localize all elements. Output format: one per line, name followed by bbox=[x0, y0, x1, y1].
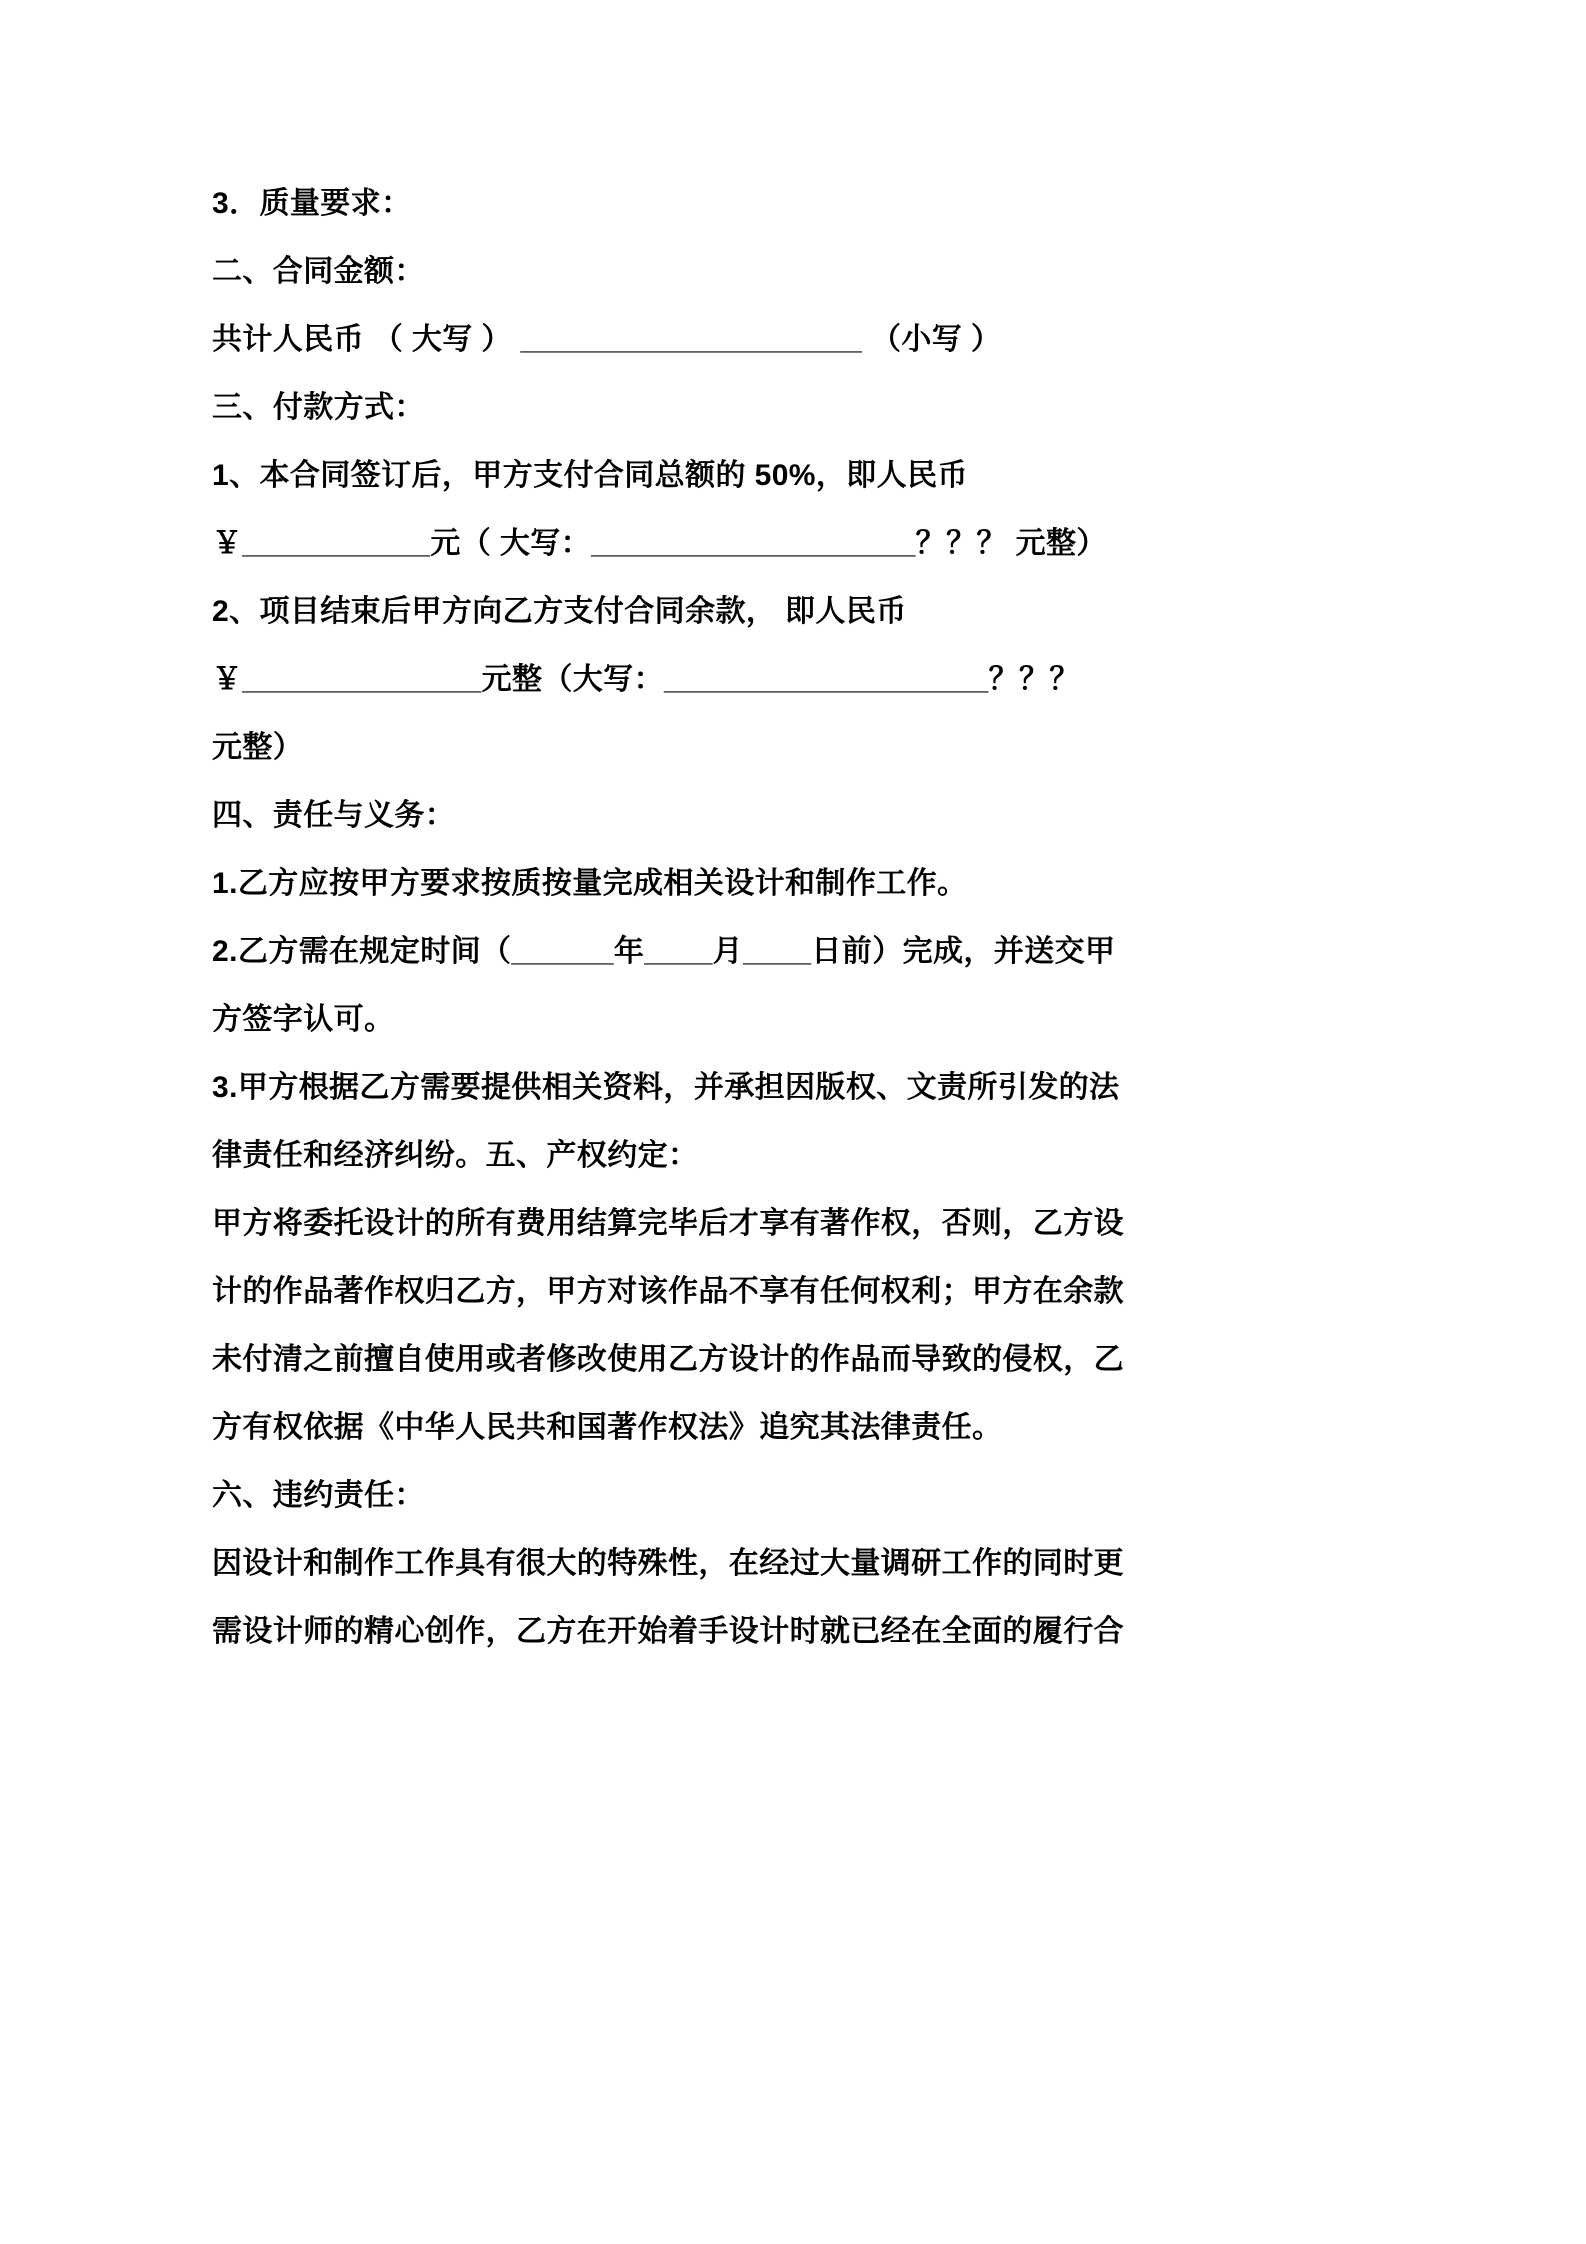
paragraph-payment-1: 1、本合同签订后，甲方支付合同总额的 50%，即人民币 bbox=[212, 459, 968, 492]
paragraph-duty-1: 1.乙方应按甲方要求按质按量完成相关设计和制作工作。 bbox=[212, 867, 968, 900]
paragraph-breach-2: 需设计师的精心创作，乙方在开始着手设计时就已经在全面的履行合 bbox=[212, 1615, 1124, 1648]
paragraph-ip-2: 计的作品著作权归乙方，甲方对该作品不享有任何权利；甲方在余款 bbox=[212, 1275, 1124, 1308]
paragraph-section2-amount: 二、合同金额： bbox=[212, 255, 425, 288]
paragraph-duty-3: 3.甲方根据乙方需要提供相关资料，并承担因版权、文责所引发的法 bbox=[212, 1071, 1120, 1104]
paragraph-payment-1-amount: ￥___________元（ 大写：___________________？？？ 元整） bbox=[212, 527, 1107, 560]
paragraph-ip-3: 未付清之前擅自使用或者修改使用乙方设计的作品而导致的侵权，乙 bbox=[212, 1343, 1124, 1376]
paragraph-duty-2: 2.乙方需在规定时间（______年____月____日前）完成，并送交甲 bbox=[212, 935, 1116, 968]
paragraph-section4-duty: 四、责任与义务： bbox=[212, 799, 456, 832]
paragraph-amount-fill: 共计人民币 （ 大写 ） ____________________ （小写 ） bbox=[212, 323, 1002, 356]
paragraph-payment-2: 2、项目结束后甲方向乙方支付合同余款， 即人民币 bbox=[212, 595, 907, 628]
paragraph-section6-breach: 六、违约责任： bbox=[212, 1479, 425, 1512]
paragraph-section3-payment: 三、付款方式： bbox=[212, 391, 425, 424]
document-body bbox=[212, 170, 1382, 1666]
paragraph-item3-quality: 3．质量要求： bbox=[212, 187, 412, 220]
paragraph-payment-2-amount: ￥______________元整（大写：___________________？？？ bbox=[212, 663, 1080, 696]
paragraph-ip-1: 甲方将委托设计的所有费用结算完毕后才享有著作权，否则，乙方设 bbox=[212, 1207, 1124, 1240]
paragraph-payment-2-amount-cont: 元整） bbox=[212, 731, 304, 764]
paragraph-breach-1: 因设计和制作工作具有很大的特殊性，在经过大量调研工作的同时更 bbox=[212, 1547, 1124, 1580]
paragraph-duty-3-cont: 律责任和经济纠纷。五、产权约定： bbox=[212, 1139, 699, 1172]
paragraph-ip-4: 方有权依据《中华人民共和国著作权法》追究其法律责任。 bbox=[212, 1411, 1003, 1444]
paragraph-duty-2-cont: 方签字认可。 bbox=[212, 1003, 395, 1036]
